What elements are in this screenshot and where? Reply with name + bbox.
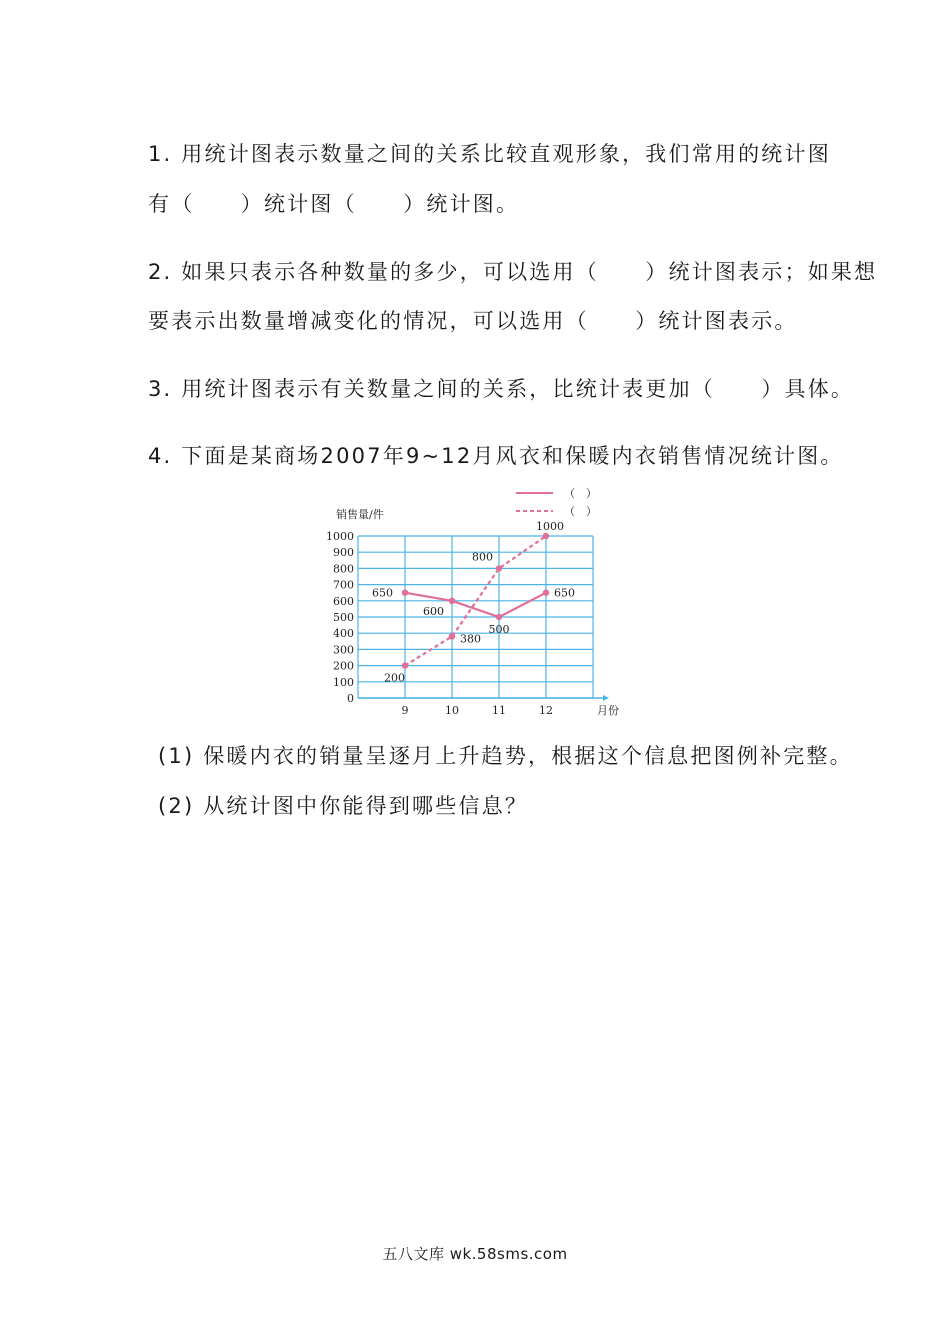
y-axis-label: 销售量/件: [336, 508, 384, 521]
data-label: 800: [472, 550, 493, 564]
y-tick-label: 0: [347, 692, 354, 705]
x-tick-label: 10: [445, 704, 459, 717]
question-3: 3. 用统计图表示有关数量之间的关系，比统计表更加（ ）具体。: [148, 377, 855, 401]
data-label: 1000: [536, 520, 564, 533]
x-axis-arrow-icon: [603, 695, 609, 701]
y-tick-label: 1000: [326, 530, 354, 543]
data-point: [449, 598, 455, 604]
x-tick-label: 12: [539, 704, 553, 717]
data-point: [496, 614, 502, 620]
y-tick-label: 300: [333, 643, 354, 657]
chart-svg: [320, 478, 620, 718]
data-point: [402, 590, 408, 596]
y-tick-label: 100: [333, 675, 354, 689]
y-tick-label: 800: [333, 562, 354, 576]
data-label: 500: [488, 623, 510, 636]
y-tick-label: 500: [333, 611, 354, 624]
data-label: 380: [460, 632, 481, 646]
data-point: [496, 565, 502, 571]
y-tick-label: 200: [333, 659, 354, 673]
y-tick-label: 900: [333, 546, 354, 560]
legend-label: （ ）: [564, 487, 597, 500]
data-label: 600: [423, 604, 444, 618]
y-tick-label: 700: [333, 578, 354, 592]
question-1-line-1: 1. 用统计图表示数量之间的关系比较直观形象，我们常用的统计图: [148, 142, 831, 166]
x-tick-label: 9: [401, 704, 409, 717]
data-point: [543, 590, 549, 596]
x-tick-label: 11: [492, 704, 506, 717]
data-label: 650: [372, 586, 393, 600]
footer-watermark: 五八文库 wk.58sms.com: [382, 1245, 568, 1263]
data-label: 200: [384, 671, 405, 685]
question-4: 4. 下面是某商场2007年9~12月风衣和保暖内衣销售情况统计图。: [148, 444, 844, 468]
question-4-sub-2: (2) 从统计图中你能得到哪些信息？: [158, 794, 529, 818]
data-point: [449, 633, 455, 639]
y-tick-label: 600: [333, 594, 354, 608]
legend-label: （ ）: [564, 505, 597, 518]
data-point: [402, 662, 408, 668]
question-1-line-2: 有（ ）统计图（ ）统计图。: [148, 192, 520, 216]
data-point: [543, 533, 549, 539]
data-label: 650: [554, 586, 575, 600]
question-2-line-2: 要表示出数量增减变化的情况，可以选用（ ）统计图表示。: [148, 309, 798, 333]
sales-line-chart: [320, 478, 620, 718]
question-4-sub-1: (1) 保暖内衣的销量呈逐月上升趋势，根据这个信息把图例补完整。: [158, 744, 853, 768]
x-axis-label: 月份: [597, 704, 619, 717]
y-tick-label: 400: [333, 627, 354, 641]
question-2-line-1: 2. 如果只表示各种数量的多少，可以选用（ ）统计图表示；如果想: [148, 260, 878, 284]
